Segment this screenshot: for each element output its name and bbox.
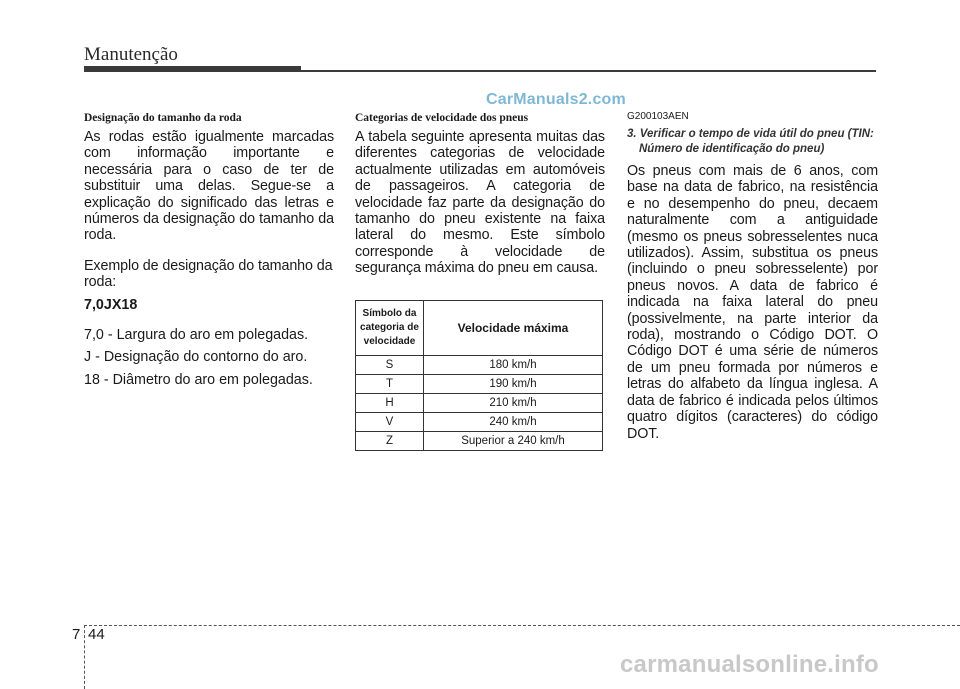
table-row: [356, 432, 603, 451]
watermark-top[interactable]: CarManuals2.com: [486, 91, 626, 108]
speed-value: 180 km/h: [424, 356, 603, 375]
speed-table: [355, 300, 603, 451]
chapter-number: 7: [72, 626, 81, 643]
speed-table-header-row: [356, 301, 603, 356]
wheel-size-example-intro: Exemplo de designação do tamanho da roda:: [84, 257, 333, 291]
speed-value: 240 km/h: [424, 413, 603, 432]
column-wheel-size: [84, 111, 334, 394]
wheel-size-item: 7,0 - Largura do aro em polegadas.: [84, 327, 309, 344]
wheel-size-item: J - Designação do contorno do aro.: [84, 349, 308, 366]
tire-age-heading: 3. Verificar o tempo de vida útil do pneu (TIN: Número de identificação do pneu): [627, 128, 874, 155]
speed-table-header-speed: Velocidade máxima: [424, 301, 603, 356]
page-header-title: Manutenção: [84, 44, 178, 65]
table-row: [356, 413, 603, 432]
column-speed-categories: [355, 111, 605, 277]
speed-value: Superior a 240 km/h: [424, 432, 603, 451]
footer-rule: [84, 625, 960, 626]
speed-symbol: S: [356, 356, 424, 375]
wheel-size-example: 7,0JX18: [84, 296, 138, 313]
speed-symbol: Z: [356, 432, 424, 451]
speed-categories-paragraph: A tabela seguinte apresenta muitas das diferentes categorias de velocidade actualmente utilizadas em automóveis de passageiros. A categoria de velocidade faz parte da designação do tamanho do pneu existente na faixa lateral do mesmo. Este símbolo corresponde à velocidade de segurança máxima do pneu em causa.: [355, 129, 605, 277]
header-rule-thin: [301, 70, 876, 72]
section-title-wheel-size: Designação do tamanho da roda: [84, 112, 242, 124]
wheel-size-item: 18 - Diâmetro do aro em polegadas.: [84, 371, 313, 388]
speed-table-header-symbol: Símbolo da categoria de velocidade: [356, 301, 424, 356]
speed-symbol: H: [356, 394, 424, 413]
column-tire-age: [627, 111, 878, 442]
speed-value: 190 km/h: [424, 375, 603, 394]
table-row: [356, 375, 603, 394]
section-title-speed-categories: Categorias de velocidade dos pneus: [355, 112, 529, 124]
table-row: [356, 394, 603, 413]
wheel-size-paragraph: As rodas estão igualmente marcadas com informação importante e necessária para o caso de ter de substituir uma delas. Segue-se a explicação do significado das letras e números da designação do tamanho da roda.: [84, 129, 334, 244]
page-number: 44: [88, 626, 105, 643]
footer-vertical-rule: [84, 625, 85, 689]
speed-symbol: V: [356, 413, 424, 432]
section-code: G200103AEN: [627, 111, 689, 122]
table-row: [356, 356, 603, 375]
watermark-bottom[interactable]: carmanualsonline.info: [620, 651, 879, 678]
tire-age-paragraph: Os pneus com mais de 6 anos, com base na data de fabrico, na resistência e no desempenho do pneu, decaem naturalmente com a antiguidade (mesmo os pneus sobresselentes nuca utilizados). Assim, substitua os pneus (incluindo o pneu sobresselente) por pneus novos. A data de fabrico é indicada na faixa lateral do pneu (possivelmente, na parte interior da roda), mostrando o Código DOT. O Código DOT é uma série de números de um pneu formada por números e letras do alfabeto da língua inglesa. A data de fabrico é indicada pelos últimos quatro dígitos (caracteres) do código DOT.: [627, 163, 878, 442]
header-rule-thick: [84, 66, 301, 72]
speed-symbol: T: [356, 375, 424, 394]
speed-value: 210 km/h: [424, 394, 603, 413]
